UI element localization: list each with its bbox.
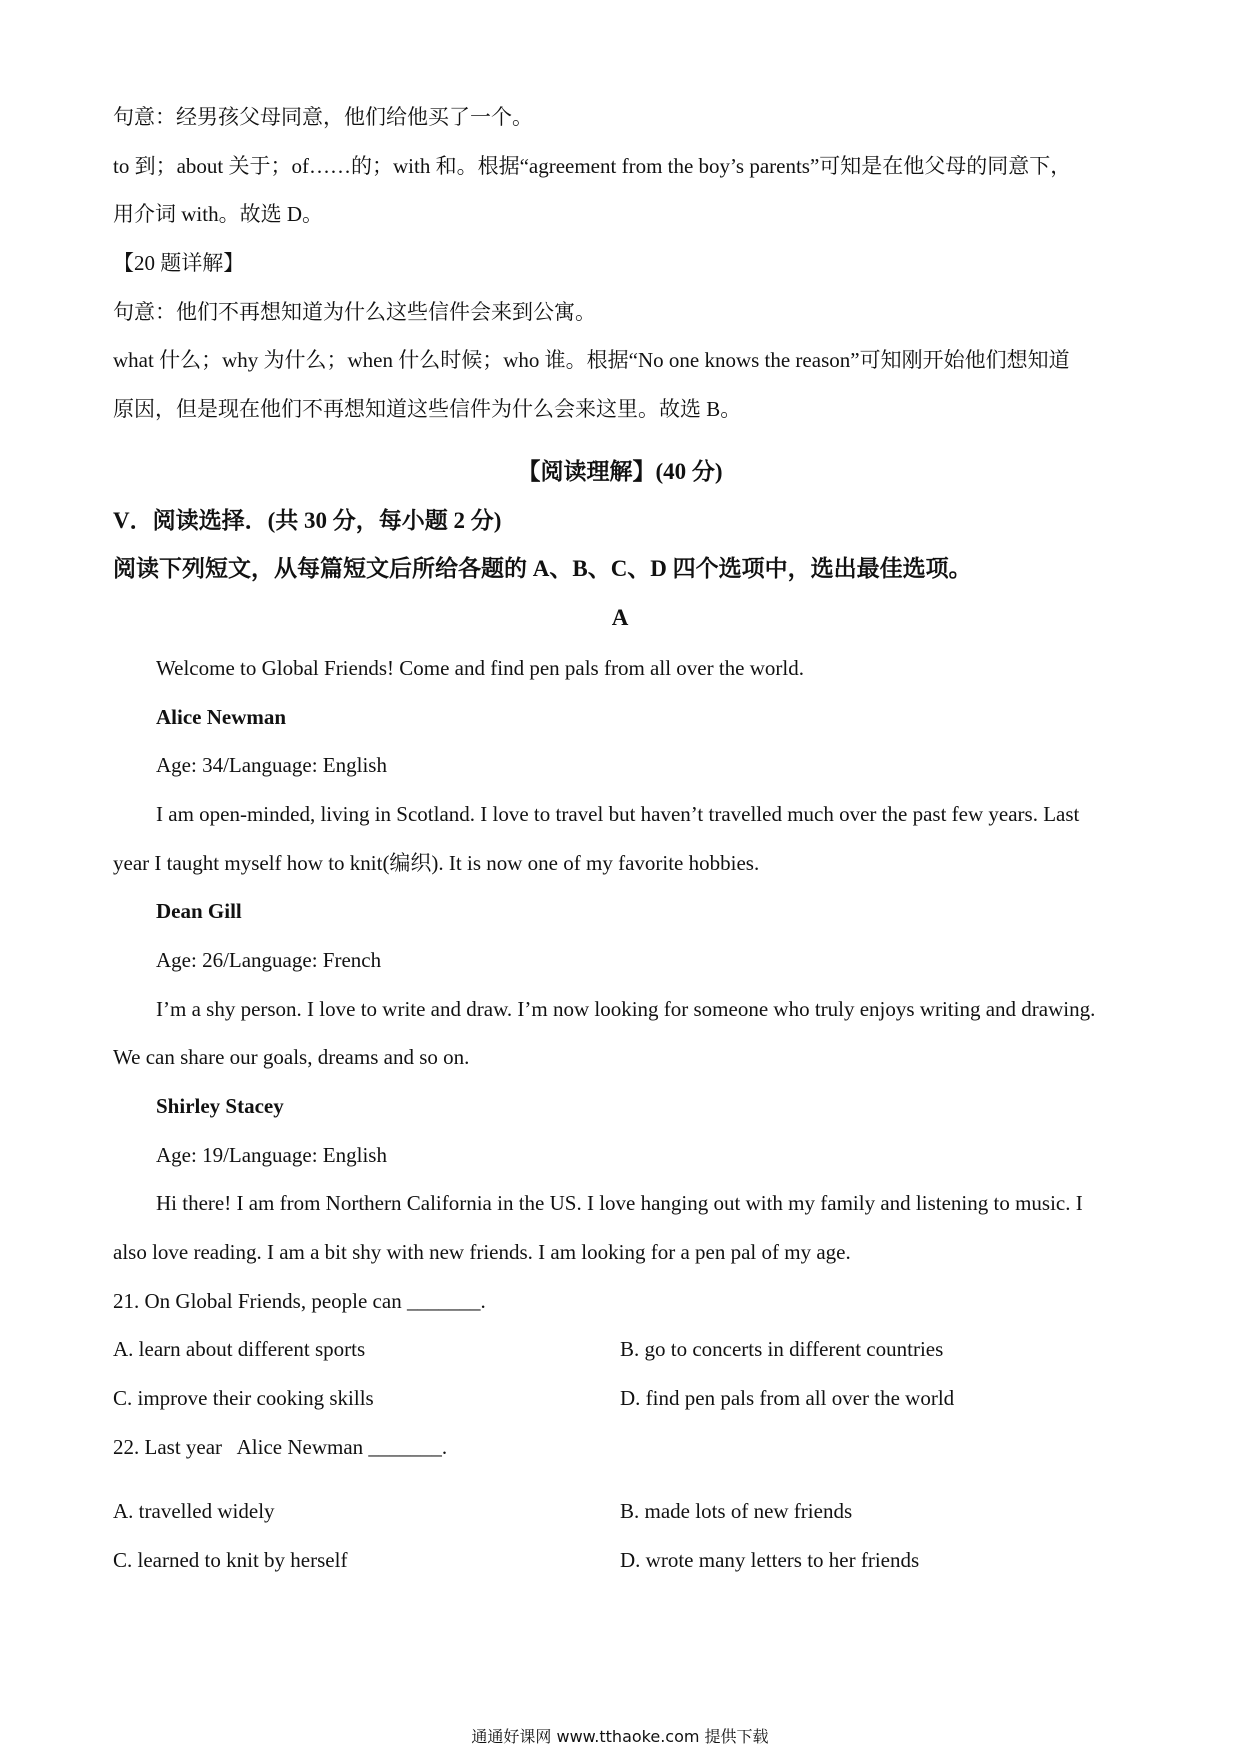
passage-intro: Welcome to Global Friends! Come and find pen pals from all over the world.: [156, 656, 804, 680]
question-stem: 21. On Global Friends, people can _______.: [113, 1289, 486, 1313]
profile-text-line1: I am open-minded, living in Scotland. I love to travel but haven’t travelled much over the past few years. Last: [156, 802, 1080, 826]
passage-letter: A: [611, 605, 629, 630]
profile-name: Shirley Stacey: [156, 1094, 284, 1118]
option-d: D. wrote many letters to her friends: [620, 1548, 920, 1572]
option-a: A. travelled widely: [113, 1499, 275, 1523]
profile-meta: Age: 26/Language: French: [156, 948, 382, 972]
profile-text-line1: Hi there! I am from Northern California in the US. I love hanging out with my family and listening to music. I: [156, 1191, 1083, 1215]
q20-analysis-line1: what 什么；why 为什么；when 什么时候；who 谁。根据“No one knows the reason”可知刚开始他们想知道: [113, 348, 1070, 372]
profile-text-line2: year I taught myself how to knit(编织). It is now one of my favorite hobbies.: [113, 851, 760, 875]
option-c: C. learned to knit by herself: [113, 1548, 348, 1572]
q20-meaning: 句意：他们不再想知道为什么这些信件会来到公寓。: [113, 300, 596, 324]
q19-analysis-line2: 用介词 with。故选 D。: [113, 202, 323, 226]
option-c: C. improve their cooking skills: [113, 1386, 374, 1410]
instruction: 阅读下列短文，从每篇短文后所给各题的 A、B、C、D 四个选项中，选出最佳选项。: [113, 556, 972, 581]
q19-analysis-line1: to 到；about 关于；of……的；with 和。根据“agreement from the boy’s parents”可知是在他父母的同意下，: [113, 154, 1072, 178]
profile-meta: Age: 19/Language: English: [156, 1143, 387, 1167]
part-title: V．阅读选择．(共 30 分，每小题 2 分): [113, 508, 502, 533]
question-stem: 22. Last year Alice Newman _______.: [113, 1435, 448, 1459]
profile-text-line2: also love reading. I am a bit shy with new friends. I am looking for a pen pal of my age.: [113, 1240, 851, 1264]
profile-text-line1: I’m a shy person. I love to write and draw. I’m now looking for someone who truly enjoys writing and drawing.: [156, 997, 1096, 1021]
option-a: A. learn about different sports: [113, 1337, 366, 1361]
q19-meaning: 句意：经男孩父母同意，他们给他买了一个。: [113, 105, 533, 129]
profile-name: Alice Newman: [156, 705, 287, 729]
q20-heading: 【20 题详解】: [113, 251, 245, 275]
profile-name: Dean Gill: [156, 899, 242, 923]
option-d: D. find pen pals from all over the world: [620, 1386, 955, 1410]
option-b: B. made lots of new friends: [620, 1499, 853, 1523]
q20-analysis-line2: 原因，但是现在他们不再想知道这些信件为什么会来这里。故选 B。: [113, 397, 742, 421]
profile-text-line2: We can share our goals, dreams and so on.: [113, 1045, 470, 1069]
section-title: 【阅读理解】(40 分): [517, 459, 723, 484]
profile-meta: Age: 34/Language: English: [156, 753, 387, 777]
page-footer: 通通好课网 www.tthaoke.com 提供下载: [471, 1727, 769, 1746]
option-b: B. go to concerts in different countries: [620, 1337, 944, 1361]
